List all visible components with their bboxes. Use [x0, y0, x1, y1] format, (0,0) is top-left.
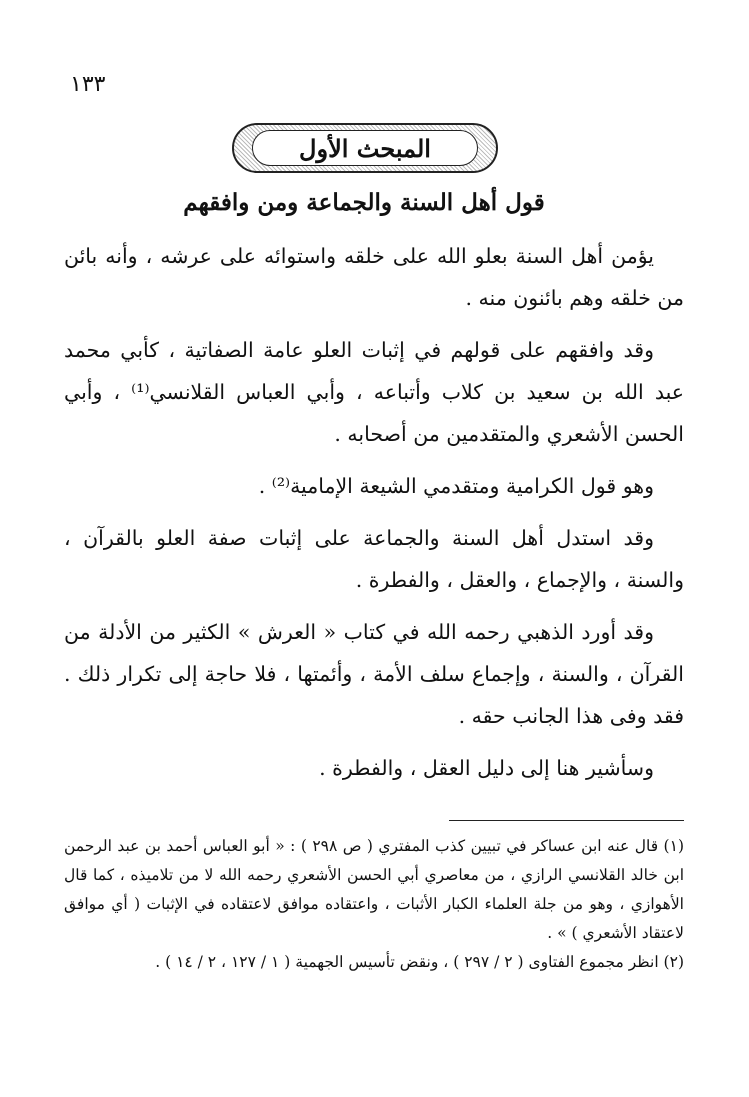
- section-heading: قول أهل السنة والجماعة ومن وافقهم: [183, 189, 545, 216]
- footnote-divider: [449, 820, 684, 821]
- chapter-title: المبحث الأول: [299, 133, 431, 163]
- paragraph: وسأشير هنا إلى دليل العقل ، والفطرة .: [319, 756, 654, 780]
- paragraph: وقد أورد الذهبي رحمه الله في كتاب « العرش » الكثير من الأدلة من القرآن ، والسنة ، وإجماع سلف الأمة ، وأئمتها ، فلا حاجة إلى تكرار ذلك . فقد وفى هذا الجانب حقه .: [64, 620, 684, 728]
- paragraph: وقد استدل أهل السنة والجماعة على إثبات صفة العلو بالقرآن ، والسنة ، والإجماع ، والعقل ، والفطرة .: [64, 526, 684, 592]
- footnote: (٢) انظر مجموع الفتاوى ( ٢ / ٢٩٧ ) ، ونقض تأسيس الجهمية ( ١ / ١٢٧ ، ٢ / ١٤ ) .: [155, 953, 684, 971]
- body-text: [64, 235, 684, 799]
- page-number: ١٣٣: [70, 72, 106, 97]
- footnotes: [64, 832, 684, 977]
- chapter-title-inner: [252, 130, 478, 166]
- chapter-title-frame: [232, 123, 498, 173]
- paragraph: وقد وافقهم على قولهم في إثبات العلو عامة الصفاتية ، كأبي محمد عبد الله بن سعيد بن كلاب وأتباعه ، وأبي العباس القلانسي⁽¹⁾ ، وأبي الحسن الأشعري والمتقدمين من أصحابه .: [64, 338, 684, 446]
- paragraph: يؤمن أهل السنة بعلو الله على خلقه واستوائه على عرشه ، وأنه بائن من خلقه وهم بائنون منه .: [64, 244, 684, 310]
- paragraph: وهو قول الكرامية ومتقدمي الشيعة الإمامية⁽²⁾ .: [258, 474, 654, 498]
- footnote: (١) قال عنه ابن عساكر في تبيين كذب المفتري ( ص ٢٩٨ ) : « أبو العباس أحمد بن عبد الرحمن ابن خالد القلانسي الرازي ، من معاصري أبي الحسن الأشعري رحمه الله لا من تلاميذه ، كما قال الأهوازي ، وهو من جلة العلماء الكبار الأثبات ، واعتقاده موافق لاعتقاده في الإثبات ( أي موافق لاعتقاد الأشعري ) » .: [64, 837, 684, 942]
